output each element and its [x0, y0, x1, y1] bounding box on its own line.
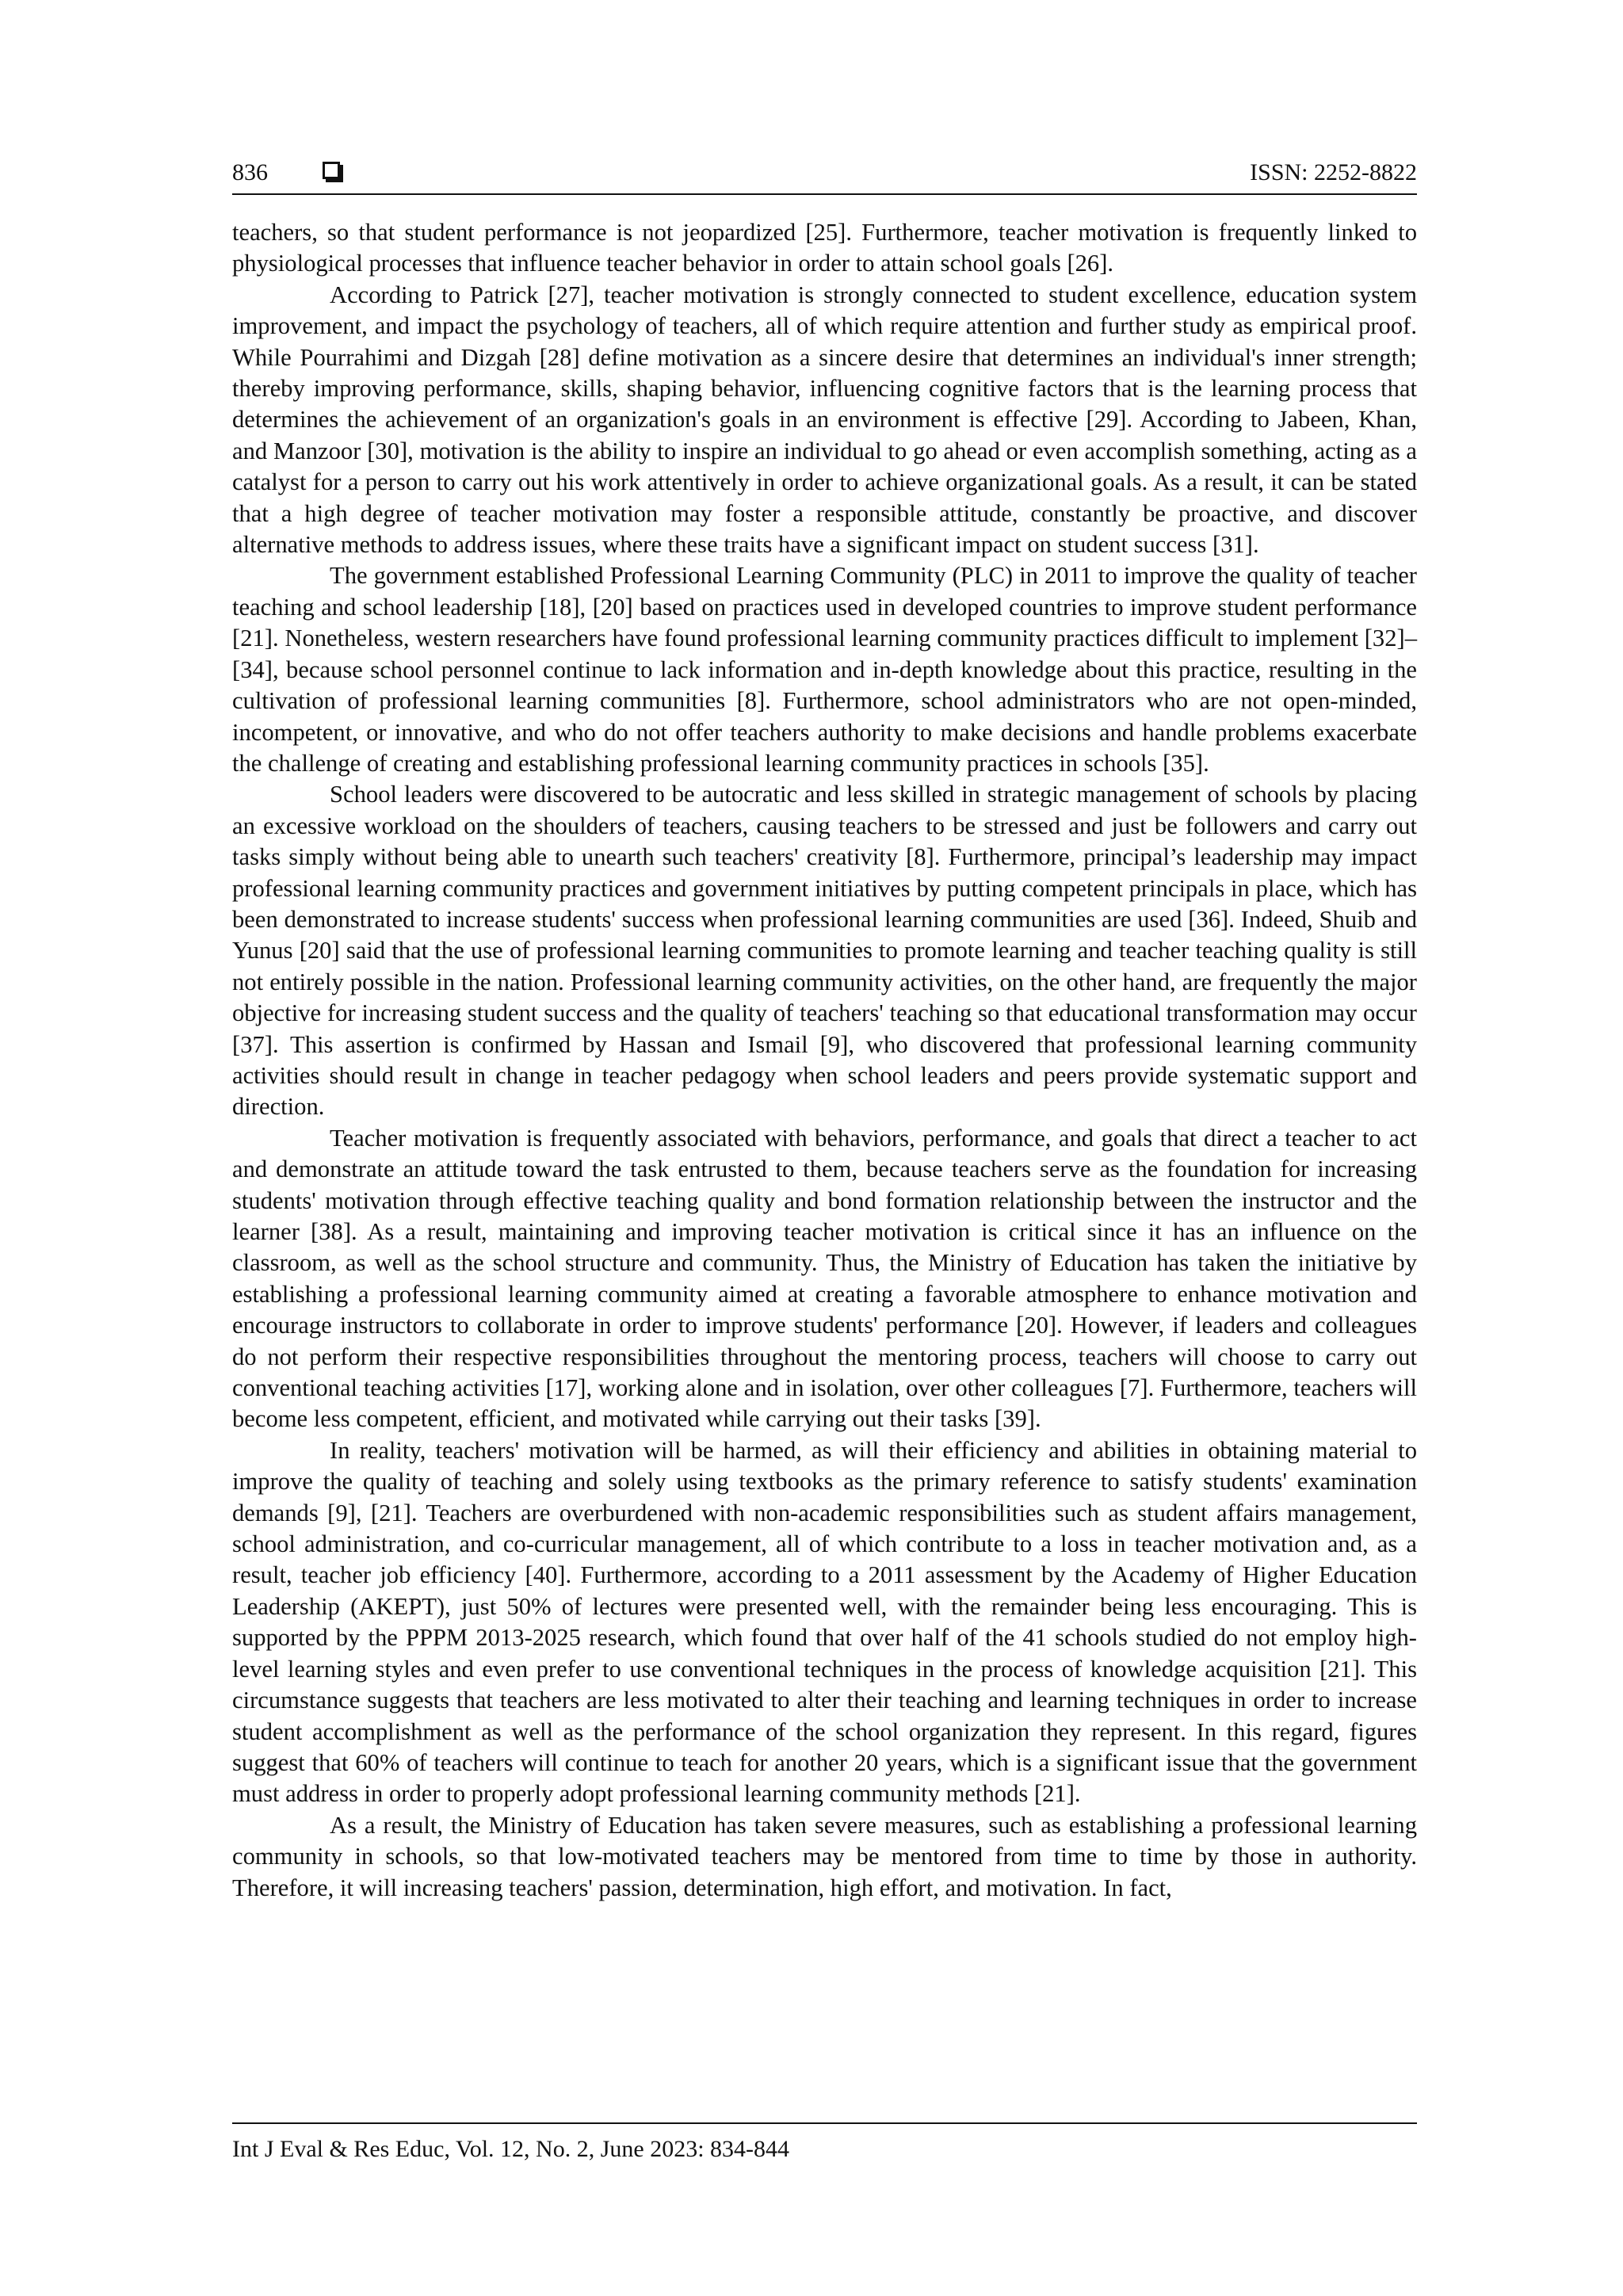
paragraph-3: The government established Professional Learning Community (PLC) in 2011 to improve the quality of teacher teaching and school leadership [18], [20] based on practices used in developed countries to improve student performance [21]. Nonetheless, western researchers have found professional learning community practices difficult to implement [32]–[34], because school personnel continue to lack information and in-depth knowledge about this practice, resulting in the cultivation of professional learning communities [8]. Furthermore, school administrators who are not open-minded, incompetent, or innovative, and who do not offer teachers authority to make decisions and handle problems exacerbate the challenge of creating and establishing professional learning community practices in schools [35]. [232, 562, 1417, 777]
article-body [232, 217, 1417, 1904]
paragraph-2: According to Patrick [27], teacher motivation is strongly connected to student excellence, education system improvement, and impact the psychology of teachers, all of which require attention and further study as empirical proof. While Pourrahimi and Dizgah [28] define motivation as a sincere desire that determines an individual's inner strength; thereby improving performance, skills, shaping behavior, influencing cognitive factors that is the learning process that determines the achievement of an organization's goals in an environment is effective [29]. According to Jabeen, Khan, and Manzoor [30], motivation is the ability to inspire an individual to go ahead or even accomplish something, acting as a catalyst for a person to carry out his work attentively in order to achieve organizational goals. As a result, it can be stated that a high degree of teacher motivation may foster a responsible attitude, constantly be proactive, and discover alternative methods to address issues, where these traits have a significant impact on student success [31]. [232, 281, 1417, 559]
page-footer [232, 2132, 789, 2167]
paragraph-6: In reality, teachers' motivation will be harmed, as will their efficiency and abilities in obtaining material to improve the quality of teaching and solely using textbooks as the primary reference to satisfy students' examination demands [9], [21]. Teachers are overburdened with non-academic responsibilities such as student affairs management, school administration, and co-curricular management, all of which contribute to a loss in teacher motivation and, as a result, teacher job efficiency [40]. Furthermore, according to a 2011 assessment by the Academy of Higher Education Leadership (AKEPT), just 50% of lectures were presented well, with the remainder being less encouraging. This is supported by the PPPM 2013-2025 research, which found that over half of the 41 schools studied do not employ high-level learning styles and even prefer to use conventional techniques in the process of knowledge acquisition [21]. This circumstance suggests that teachers are less motivated to alter their teaching and learning techniques in order to increase student accomplishment as well as the performance of the school organization they represent. In this regard, figures suggest that 60% of teachers will continue to teach for another 20 years, which is a significant issue that the government must address in order to properly adopt professional learning community methods [21]. [232, 1436, 1417, 1808]
paragraph-1: teachers, so that student performance is not jeopardized [25]. Furthermore, teacher motivation is frequently linked to physiological processes that influence teacher behavior in order to attain school goals [26]. [232, 219, 1417, 277]
page-number: 836 [232, 159, 268, 185]
journal-citation: Int J Eval & Res Educ, Vol. 12, No. 2, June 2023: 834-844 [232, 2136, 790, 2162]
page-header [232, 155, 1417, 190]
issn: ISSN: 2252-8822 [1250, 159, 1417, 185]
footer-divider [232, 2122, 1417, 2124]
header-divider [232, 193, 1417, 195]
paragraph-4: School leaders were discovered to be autocratic and less skilled in strategic management of schools by placing an excessive workload on the shoulders of teachers, causing teachers to be stressed and just be followers and carry out tasks simply without being able to unearth such teachers' creativity [8]. Furthermore, principal’s leadership may impact professional learning community practices and government initiatives by putting competent principals in place, which has been demonstrated to increase students' success when professional learning communities are used [36]. Indeed, Shuib and Yunus [20] said that the use of professional learning communities to promote learning and teacher teaching quality is still not entirely possible in the nation. Professional learning community activities, on the other hand, are frequently the major objective for increasing student success and the quality of teachers' teaching so that educational transformation may occur [37]. This assertion is confirmed by Hassan and Ismail [9], who discovered that professional learning community activities should result in change in teacher pedagogy when school leaders and peers provide systematic support and direction. [232, 781, 1417, 1121]
paragraph-5: Teacher motivation is frequently associated with behaviors, performance, and goals that direct a teacher to act and demonstrate an attitude toward the task entrusted to them, because teachers serve as the foundation for increasing students' motivation through effective teaching quality and bond formation relationship between the instructor and the learner [38]. As a result, maintaining and improving teacher motivation is critical since it has an influence on the classroom, as well as the school structure and community. Thus, the Ministry of Education has taken the initiative by establishing a professional learning community aimed at creating a favorable atmosphere to enhance motivation and encourage instructors to collaborate in order to improve students' performance [20]. However, if leaders and colleagues do not perform their respective responsibilities throughout the mentoring process, teachers will choose to carry out conventional teaching activities [17], working alone and in isolation, over other colleagues [7]. Furthermore, teachers will become less competent, efficient, and motivated while carrying out their tasks [39]. [232, 1124, 1417, 1433]
paragraph-7: As a result, the Ministry of Education has taken severe measures, such as establishing a professional learning community in schools, so that low-motivated teachers may be mentored from time to time by those in authority. Therefore, it will increasing teachers' passion, determination, high effort, and motivation. In fact, [232, 1811, 1417, 1901]
box-icon [323, 162, 340, 179]
